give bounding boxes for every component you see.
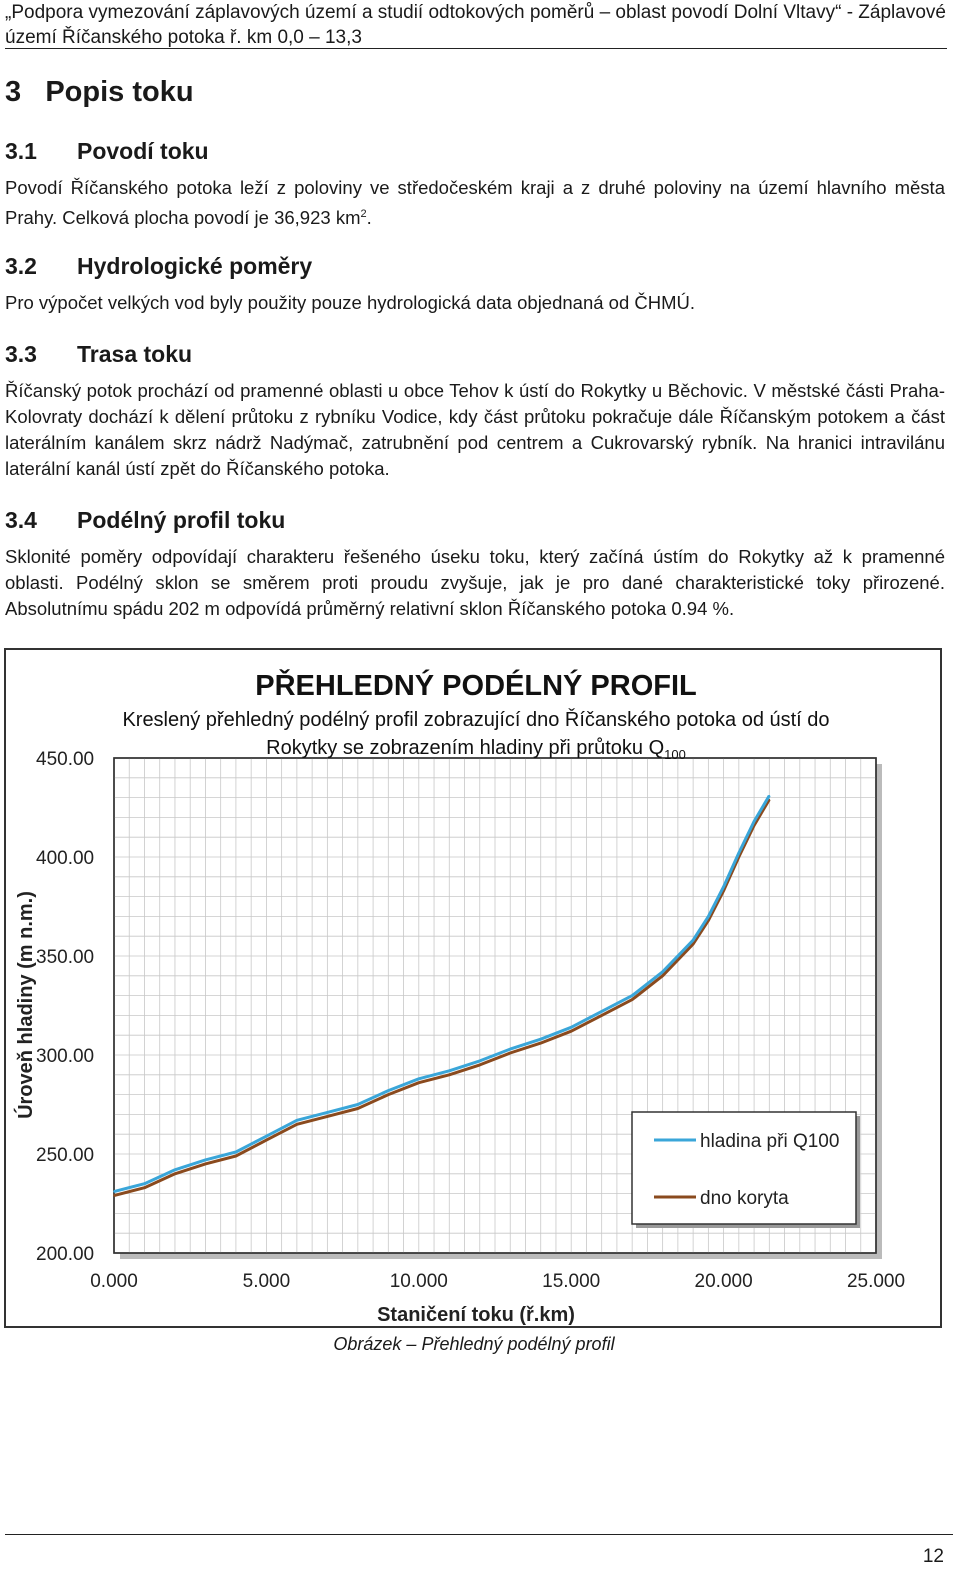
- page-number: 12: [922, 1546, 944, 1567]
- data-point: [540, 1042, 542, 1044]
- data-point: [144, 1183, 146, 1185]
- data-point: [235, 1155, 237, 1157]
- data-point: [174, 1173, 176, 1175]
- subsection-heading-3-3: [5, 341, 192, 368]
- subsection-heading-3-1: [5, 138, 209, 165]
- data-point: [235, 1151, 237, 1153]
- subsection-title: Hydrologické poměry: [77, 253, 313, 279]
- section-title: Popis toku: [45, 76, 194, 108]
- subsection-title: Povodí toku: [77, 138, 209, 164]
- subsection-title: Trasa toku: [77, 341, 193, 367]
- data-point: [479, 1064, 481, 1066]
- x-tick-label: 25.000: [846, 1271, 906, 1292]
- chart-subtitle-line2: Rokytky se zobrazením hladiny při průtoku $Q_{100}$: [266, 737, 686, 762]
- legend-label: hladina při Q100: [700, 1131, 840, 1152]
- data-point: [357, 1104, 359, 1106]
- data-point: [418, 1082, 420, 1084]
- data-point: [296, 1124, 298, 1126]
- y-tick-label: 250.00: [36, 1145, 95, 1166]
- paragraph-profil: Sklonité poměry odpovídají charakteru řešeného úseku toku, který začíná ústím do Rokytky až k pramenné oblasti. Podélný sklon se směrem proti proudu zvyšuje, jak je pro dané charakteristické toky přirozené. Absolutnímu spádu 202 m odpovídá průměrný relativní sklon Říčanského potoka 0.94 %.: [5, 546, 945, 619]
- section-number: 3: [5, 76, 22, 108]
- data-point: [448, 1074, 450, 1076]
- legend-label: dno koryta: [700, 1188, 789, 1209]
- data-point: [570, 1026, 572, 1028]
- data-point: [769, 795, 771, 797]
- header-divider: [5, 48, 947, 49]
- data-point: [327, 1112, 329, 1114]
- data-point: [509, 1052, 511, 1054]
- paragraph-povodi: [5, 175, 945, 231]
- data-point: [357, 1108, 359, 1110]
- subsection-title: Podélný profil toku: [77, 507, 286, 533]
- x-axis-title: Staničení toku (ř.km): [377, 1304, 575, 1326]
- subsection-heading-3-2: [5, 253, 312, 280]
- x-tick-label: 10.000: [389, 1271, 448, 1292]
- data-point: [692, 939, 694, 941]
- x-tick-label: 15.000: [542, 1271, 601, 1292]
- section-heading: [5, 76, 194, 109]
- data-point: [388, 1090, 390, 1092]
- data-point: [448, 1070, 450, 1072]
- data-point: [723, 886, 725, 888]
- x-tick-label: 20.000: [694, 1271, 753, 1292]
- subsection-heading-3-4: [5, 507, 285, 534]
- data-point: [144, 1187, 146, 1189]
- data-point: [266, 1135, 268, 1137]
- data-point: [174, 1169, 176, 1171]
- data-point: [509, 1048, 511, 1050]
- data-point: [479, 1060, 481, 1062]
- chart-frame: [4, 648, 942, 1328]
- data-point: [540, 1038, 542, 1040]
- data-point: [327, 1116, 329, 1118]
- profile-chart: [6, 650, 944, 1330]
- footer-divider: [5, 1534, 953, 1535]
- paragraph-trasa: Říčanský potok prochází od pramenné oblasti u obce Tehov k ústí do Rokytky u Běchovic. V městské části Praha-Kolovraty dochází k dělení průtoku z rybníku Vodice, kdy část průtoku pokračuje dále Říčanským potokem a část laterálním kanálem skrz nádrž Nadýmač, zatrubnění pod centrem a Cukrovarský rybník. Na hranici intravilánu laterální kanál ústí zpět do Říčanského potoka.: [5, 380, 945, 479]
- data-point: [662, 971, 664, 973]
- y-tick-label: 300.00: [36, 1046, 95, 1067]
- figure-caption: Obrázek – Přehledný podélný profil: [333, 1334, 615, 1354]
- data-point: [708, 916, 710, 918]
- paragraph-text: Povodí Říčanského potoka leží z poloviny ve středočeském kraji a z druhé poloviny na území hlavního města Prahy. Celková plocha povodí je 36,923 km: [5, 177, 945, 229]
- subsection-number: 3.1: [5, 138, 37, 164]
- paragraph-end: .: [366, 207, 372, 229]
- data-point: [662, 975, 664, 977]
- subsection-number: 3.2: [5, 253, 37, 279]
- data-point: [113, 1195, 115, 1197]
- data-point: [296, 1120, 298, 1122]
- y-axis-title: Úroveň hladiny (m n.m.): [15, 891, 37, 1119]
- y-tick-label: 400.00: [36, 848, 95, 869]
- superscript: 2: [360, 208, 367, 220]
- paragraph-hydrologie: Pro výpočet velkých vod byly použity pouze hydrologická data objednaná od ČHMÚ.: [5, 292, 696, 313]
- y-tick-label: 200.00: [36, 1244, 95, 1265]
- data-point: [388, 1094, 390, 1096]
- subsection-number: 3.3: [5, 341, 37, 367]
- data-point: [631, 999, 633, 1001]
- x-tick-label: 0.000: [90, 1271, 138, 1292]
- y-tick-label: 450.00: [36, 749, 95, 770]
- data-point: [753, 821, 755, 823]
- page-header: „Podpora vymezování záplavových území a studií odtokových poměrů – oblast povodí Dolní Vltavy“ - Záplavové území Říčanského potoka ř. km 0,0 – 13,3: [5, 2, 946, 48]
- x-tick-label: 5.000: [242, 1271, 291, 1292]
- data-point: [418, 1078, 420, 1080]
- data-point: [113, 1191, 115, 1193]
- chart-subtitle-line1: Kreslený přehledný podélný profil zobrazující dno Říčanského potoka od ústí do: [122, 709, 830, 731]
- data-point: [205, 1159, 207, 1161]
- data-point: [570, 1030, 572, 1032]
- data-point: [266, 1139, 268, 1141]
- data-point: [692, 943, 694, 945]
- data-point: [738, 852, 740, 854]
- subsection-number: 3.4: [5, 507, 37, 533]
- y-tick-label: 350.00: [36, 947, 95, 968]
- data-point: [205, 1163, 207, 1165]
- data-point: [601, 1011, 603, 1013]
- data-point: [631, 995, 633, 997]
- chart-title: PŘEHLEDNÝ PODÉLNÝ PROFIL: [255, 670, 697, 702]
- data-point: [601, 1015, 603, 1017]
